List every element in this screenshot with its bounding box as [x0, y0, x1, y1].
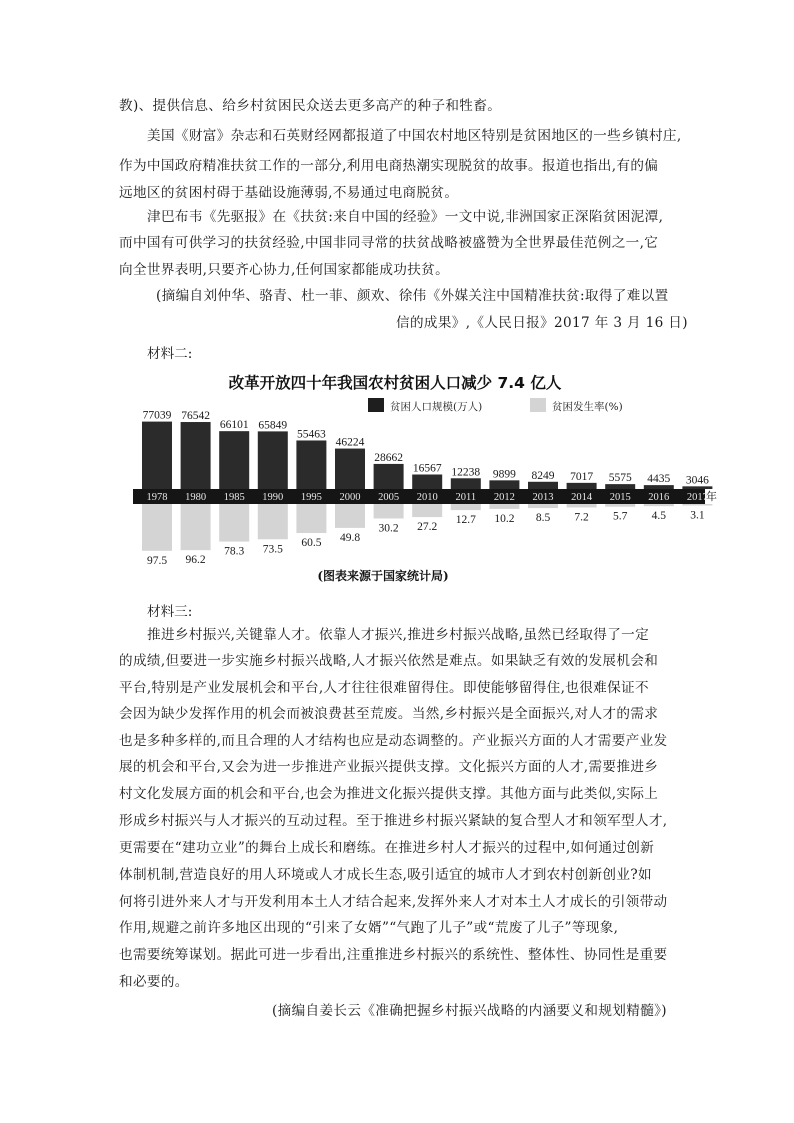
bar-rate-2010 [412, 504, 442, 517]
bar-population-1978 [142, 422, 172, 489]
bar-rate-2012 [489, 504, 519, 509]
value-label-population-2011: 12238 [451, 466, 481, 479]
chart-source-note: (图表来源于国家统计局) [317, 569, 449, 583]
year-tick-1990: 1990 [262, 492, 284, 503]
value-label-population-2015: 5575 [608, 472, 632, 485]
bar-rate-2015 [605, 504, 635, 507]
bar-rate-2017 [682, 504, 712, 505]
paragraph-line: 更需要在“建功立业”的舞台上成长和磨练。在推进乡村人才振兴的过程中,如何通过创新 [119, 840, 655, 856]
bar-rate-1985 [219, 504, 249, 542]
bar-population-2012 [489, 480, 519, 489]
value-label-population-2014: 7017 [570, 470, 594, 483]
year-tick-1978: 1978 [146, 492, 168, 503]
value-label-rate-2015: 5.7 [613, 510, 628, 523]
paragraph-line: 向全世界表明,只要齐心协力,任何国家都能成功扶贫。 [119, 262, 450, 278]
year-tick-2013: 2013 [532, 492, 554, 503]
bar-population-1995 [296, 440, 326, 489]
bar-rate-2014 [567, 504, 597, 507]
bar-population-2000 [335, 449, 365, 489]
value-label-rate-1985: 78.3 [224, 545, 245, 558]
bar-rate-2016 [644, 504, 674, 506]
value-label-population-2013: 8249 [531, 469, 555, 482]
value-label-population-1980: 76542 [181, 410, 210, 423]
year-tick-2016: 2016 [648, 492, 670, 503]
year-tick-2005: 2005 [378, 492, 400, 503]
value-label-rate-2005: 30.2 [378, 522, 399, 535]
value-label-rate-2017: 3.1 [690, 509, 705, 522]
paragraph-line: 平台,特别是产业发展机会和平台,人才往往很难留得住。即使能够留得住,也很难保证不 [119, 680, 649, 696]
value-label-population-2000: 46224 [335, 436, 365, 449]
bar-population-2015 [605, 484, 635, 489]
paragraph-line: 作为中国政府精准扶贫工作的一部分,利用电商热潮实现脱贫的故事。报道也指出,有的偏 [119, 158, 659, 174]
source-citation: 信的成果》,《人民日报》2017 年 3 月 16 日) [396, 315, 688, 331]
material-three-label: 材料三: [147, 604, 193, 620]
paragraph-line: 展的机会和平台,又会为进一步推进产业振兴提供支撑。文化振兴方面的人才,需要推进乡 [119, 759, 659, 775]
bar-population-2005 [374, 464, 404, 489]
bar-rate-2013 [528, 504, 558, 508]
value-label-population-1990: 65849 [258, 419, 288, 432]
legend-label-population: 贫困人口规模(万人) [390, 401, 483, 413]
bar-population-2013 [528, 482, 558, 489]
bar-population-1990 [258, 431, 288, 489]
source-citation: (摘编自姜长云《准确把握乡村振兴战略的内涵要义和规划精髓》) [272, 1003, 667, 1019]
bar-population-2010 [412, 475, 442, 489]
year-tick-2015: 2015 [609, 492, 631, 503]
value-label-rate-2000: 49.8 [339, 531, 361, 544]
year-tick-2014: 2014 [571, 492, 593, 503]
value-label-rate-2014: 7.2 [574, 511, 589, 524]
paragraph-line: 体制机制,营造良好的用人环境或人才成长生态,吸引适宜的城市人才到农村创新创业?如 [119, 867, 652, 883]
value-label-population-2017: 3046 [685, 474, 709, 487]
value-label-rate-2010: 27.2 [417, 521, 438, 534]
value-label-population-1985: 66101 [219, 419, 249, 432]
value-label-rate-1995: 60.5 [301, 537, 322, 550]
value-label-population-1995: 55463 [297, 428, 326, 441]
material-two-label: 材料二: [147, 346, 193, 362]
value-label-rate-2013: 8.5 [535, 512, 551, 525]
paragraph-line: 会因为缺少发挥作用的机会而被浪费甚至荒废。当然,乡村振兴是全面振兴,对人才的需求 [119, 706, 659, 722]
value-label-rate-2012: 10.2 [494, 512, 515, 525]
bar-population-2011 [451, 478, 481, 489]
year-tick-1980: 1980 [185, 492, 207, 503]
year-tick-1995: 1995 [300, 492, 322, 503]
value-label-rate-2011: 12.7 [455, 514, 476, 527]
value-label-population-1978: 77039 [142, 409, 172, 422]
value-label-rate-1978: 97.5 [146, 554, 168, 567]
bar-rate-1990 [258, 504, 288, 539]
bar-rate-1978 [142, 504, 172, 551]
bar-rate-2000 [335, 504, 365, 528]
value-label-population-2012: 9899 [492, 468, 516, 481]
bar-rate-1995 [296, 504, 326, 533]
paragraph-line: 和必要的。 [119, 974, 189, 990]
value-label-population-2016: 4435 [647, 473, 671, 486]
year-tick-1985: 1985 [223, 492, 245, 503]
value-label-rate-1990: 73.5 [262, 543, 283, 556]
legend-swatch-rate [530, 398, 546, 412]
paragraph-line: 的成绩,但要进一步实施乡村振兴战略,人才振兴依然是难点。如果缺乏有效的发展机会和 [119, 653, 659, 669]
paragraph-line: 推进乡村振兴,关键靠人才。依靠人才振兴,推进乡村振兴战略,虽然已经取得了一定 [147, 627, 650, 643]
value-label-population-2010: 16567 [412, 462, 442, 475]
paragraph-line: 也需要统筹谋划。据此可进一步看出,注重推进乡村振兴的系统性、整体性、协同性是重要 [119, 947, 668, 963]
x-unit-label: 年 [706, 490, 717, 503]
legend-swatch-population [368, 398, 384, 412]
bar-rate-2011 [451, 504, 481, 510]
bar-rate-2005 [374, 504, 404, 518]
paragraph-line: 教)、提供信息、给乡村贫困民众送去更多高产的种子和牲畜。 [119, 98, 502, 114]
source-citation: (摘编自刘仲华、骆青、杜一菲、颜欢、徐伟《外媒关注中国精准扶贫:取得了难以置 [156, 288, 669, 304]
bar-population-2014 [567, 483, 597, 489]
bar-population-1985 [219, 431, 249, 489]
year-tick-2011: 2011 [455, 492, 477, 503]
bar-rate-1980 [181, 504, 211, 550]
paragraph-line: 美国《财富》杂志和石英财经网都报道了中国农村地区特别是贫困地区的一些乡镇村庄, [147, 128, 682, 144]
value-label-rate-1980: 96.2 [185, 554, 206, 567]
paragraph-line: 作用,规避之前许多地区出现的“引来了女婿”“气跑了儿子”或“荒废了儿子”等现象, [119, 920, 619, 936]
paragraph-line: 形成乡村振兴与人才振兴的互动过程。至于推进乡村振兴紧缺的复合型人才和领军型人才, [119, 813, 668, 829]
paragraph-line: 也是多种多样的,而且合理的人才结构也应是动态调整的。产业振兴方面的人才需要产业发 [119, 733, 668, 749]
paragraph-line: 村文化发展方面的机会和平台,也会为推进文化振兴提供支撑。其他方面与此类似,实际上 [119, 786, 659, 802]
year-tick-2000: 2000 [339, 492, 361, 503]
paragraph-line: 何将引进外来人才与开发利用本土人才结合起来,发挥外来人才对本土人才成长的引领带动 [119, 894, 668, 910]
year-tick-2017: 2017 [686, 492, 708, 503]
year-tick-2012: 2012 [493, 492, 515, 503]
legend-label-rate: 贫困发生率(%) [552, 401, 623, 413]
value-label-population-2005: 28662 [374, 451, 403, 464]
chart-title: 改革开放四十年我国农村贫困人口减少 7.4 亿人 [228, 374, 562, 392]
bar-population-1980 [181, 422, 211, 489]
paragraph-line: 津巴布韦《先驱报》在《扶贫:来自中国的经验》一文中说,非洲国家正深陷贫困泥潭, [147, 209, 664, 225]
bar-population-2016 [644, 485, 674, 489]
year-tick-2010: 2010 [416, 492, 438, 503]
value-label-rate-2016: 4.5 [651, 510, 666, 523]
paragraph-line: 远地区的贫困村碍于基础设施薄弱,不易通过电商脱贫。 [119, 185, 459, 201]
paragraph-line: 而中国有可供学习的扶贫经验,中国非同寻常的扶贫战略被盛赞为全世界最佳范例之一,它 [119, 235, 659, 251]
bar-population-2017 [682, 486, 712, 489]
